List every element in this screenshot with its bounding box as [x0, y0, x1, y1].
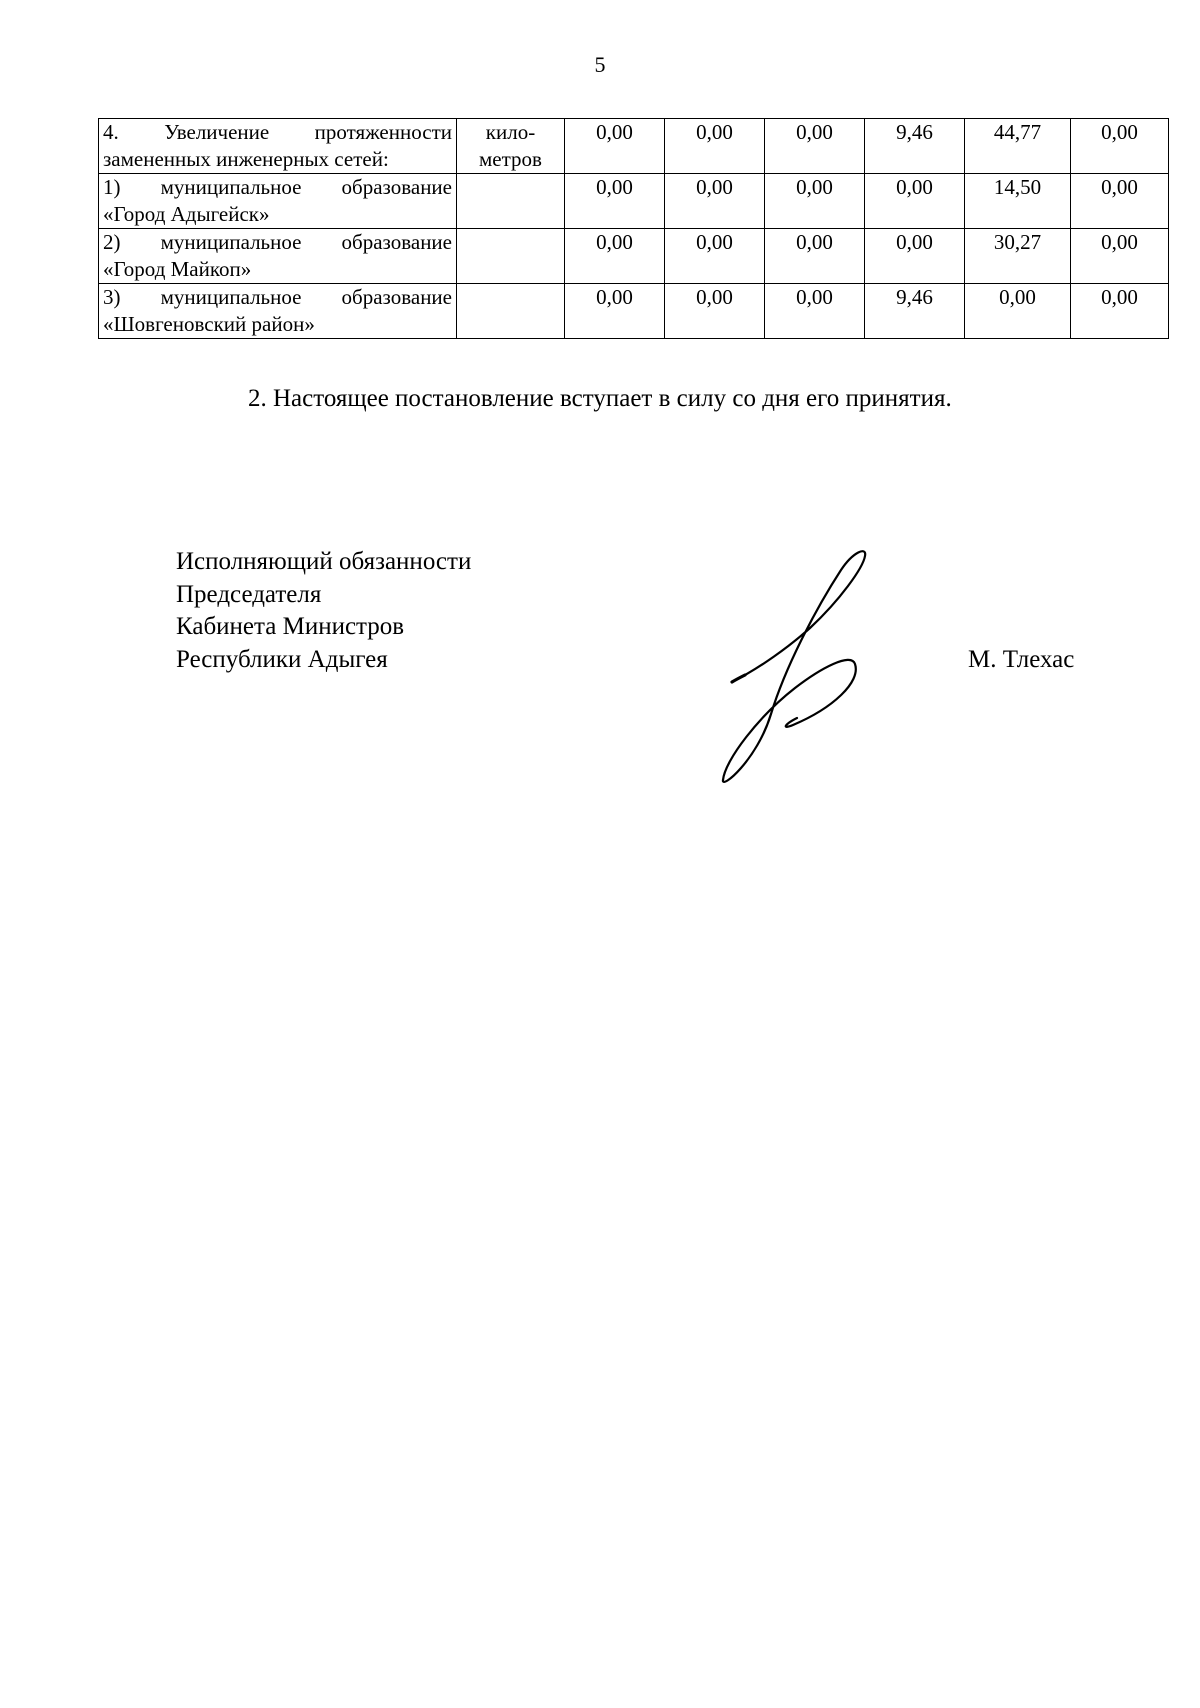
unit-line1: кило- — [485, 120, 536, 144]
value-cell: 0,00 — [665, 229, 765, 284]
indicator-name-line1: 3) муниципальное образование — [103, 285, 452, 309]
indicator-name-cell — [99, 174, 457, 229]
indicator-name-line2: замененных инженерных сетей: — [103, 147, 389, 171]
value-cell: 0,00 — [965, 284, 1071, 339]
value-cell: 0,00 — [565, 174, 665, 229]
signer-title-block — [176, 546, 471, 676]
value-cell: 9,46 — [865, 284, 965, 339]
indicator-name-cell — [99, 284, 457, 339]
value-cell: 14,50 — [965, 174, 1071, 229]
signer-title-line: Республики Адыгея — [176, 645, 388, 673]
signer-title-line: Председателя — [176, 580, 322, 608]
signer-title-line: Исполняющий обязанности — [176, 548, 472, 575]
value-cell: 0,00 — [565, 119, 665, 174]
value-cell: 30,27 — [965, 229, 1071, 284]
unit-cell — [457, 229, 565, 284]
unit-cell — [457, 119, 565, 174]
indicator-name-cell — [99, 119, 457, 174]
unit-line2: метров — [479, 147, 542, 171]
value-cell: 0,00 — [765, 229, 865, 284]
value-cell: 0,00 — [1071, 284, 1169, 339]
value-cell: 0,00 — [1071, 174, 1169, 229]
value-cell: 0,00 — [1071, 119, 1169, 174]
indicator-name-line2: «Город Адыгейск» — [103, 202, 270, 226]
value-cell: 0,00 — [765, 119, 865, 174]
indicator-name-cell — [99, 229, 457, 284]
unit-cell — [457, 284, 565, 339]
indicator-name-line1: 1) муниципальное образование — [103, 175, 452, 199]
indicator-name-line1: 4. Увеличение протяженности — [103, 120, 452, 144]
table-row — [99, 119, 1169, 174]
unit-cell — [457, 174, 565, 229]
effective-date-clause: 2. Настоящее постановление вступает в силу со дня его принятия. — [248, 385, 952, 412]
value-cell: 0,00 — [565, 284, 665, 339]
value-cell: 0,00 — [665, 284, 765, 339]
signer-title-line: Кабинета Министров — [176, 613, 405, 640]
value-cell: 0,00 — [1071, 229, 1169, 284]
value-cell: 0,00 — [765, 284, 865, 339]
indicators-table — [98, 118, 1169, 339]
handwritten-signature — [715, 548, 895, 794]
value-cell: 44,77 — [965, 119, 1071, 174]
table-row — [99, 229, 1169, 284]
signer-name: М. Тлехас — [968, 646, 1075, 673]
value-cell: 0,00 — [765, 174, 865, 229]
value-cell: 0,00 — [565, 229, 665, 284]
page-number: 5 — [594, 52, 606, 77]
table-row — [99, 284, 1169, 339]
value-cell: 0,00 — [665, 119, 765, 174]
indicator-name-line1: 2) муниципальное образование — [103, 230, 452, 254]
indicator-name-line2: «Шовгеновский район» — [103, 312, 315, 336]
value-cell: 9,46 — [865, 119, 965, 174]
value-cell: 0,00 — [865, 174, 965, 229]
value-cell: 0,00 — [865, 229, 965, 284]
value-cell: 0,00 — [665, 174, 765, 229]
indicator-name-line2: «Город Майкоп» — [103, 257, 252, 281]
table-row — [99, 174, 1169, 229]
